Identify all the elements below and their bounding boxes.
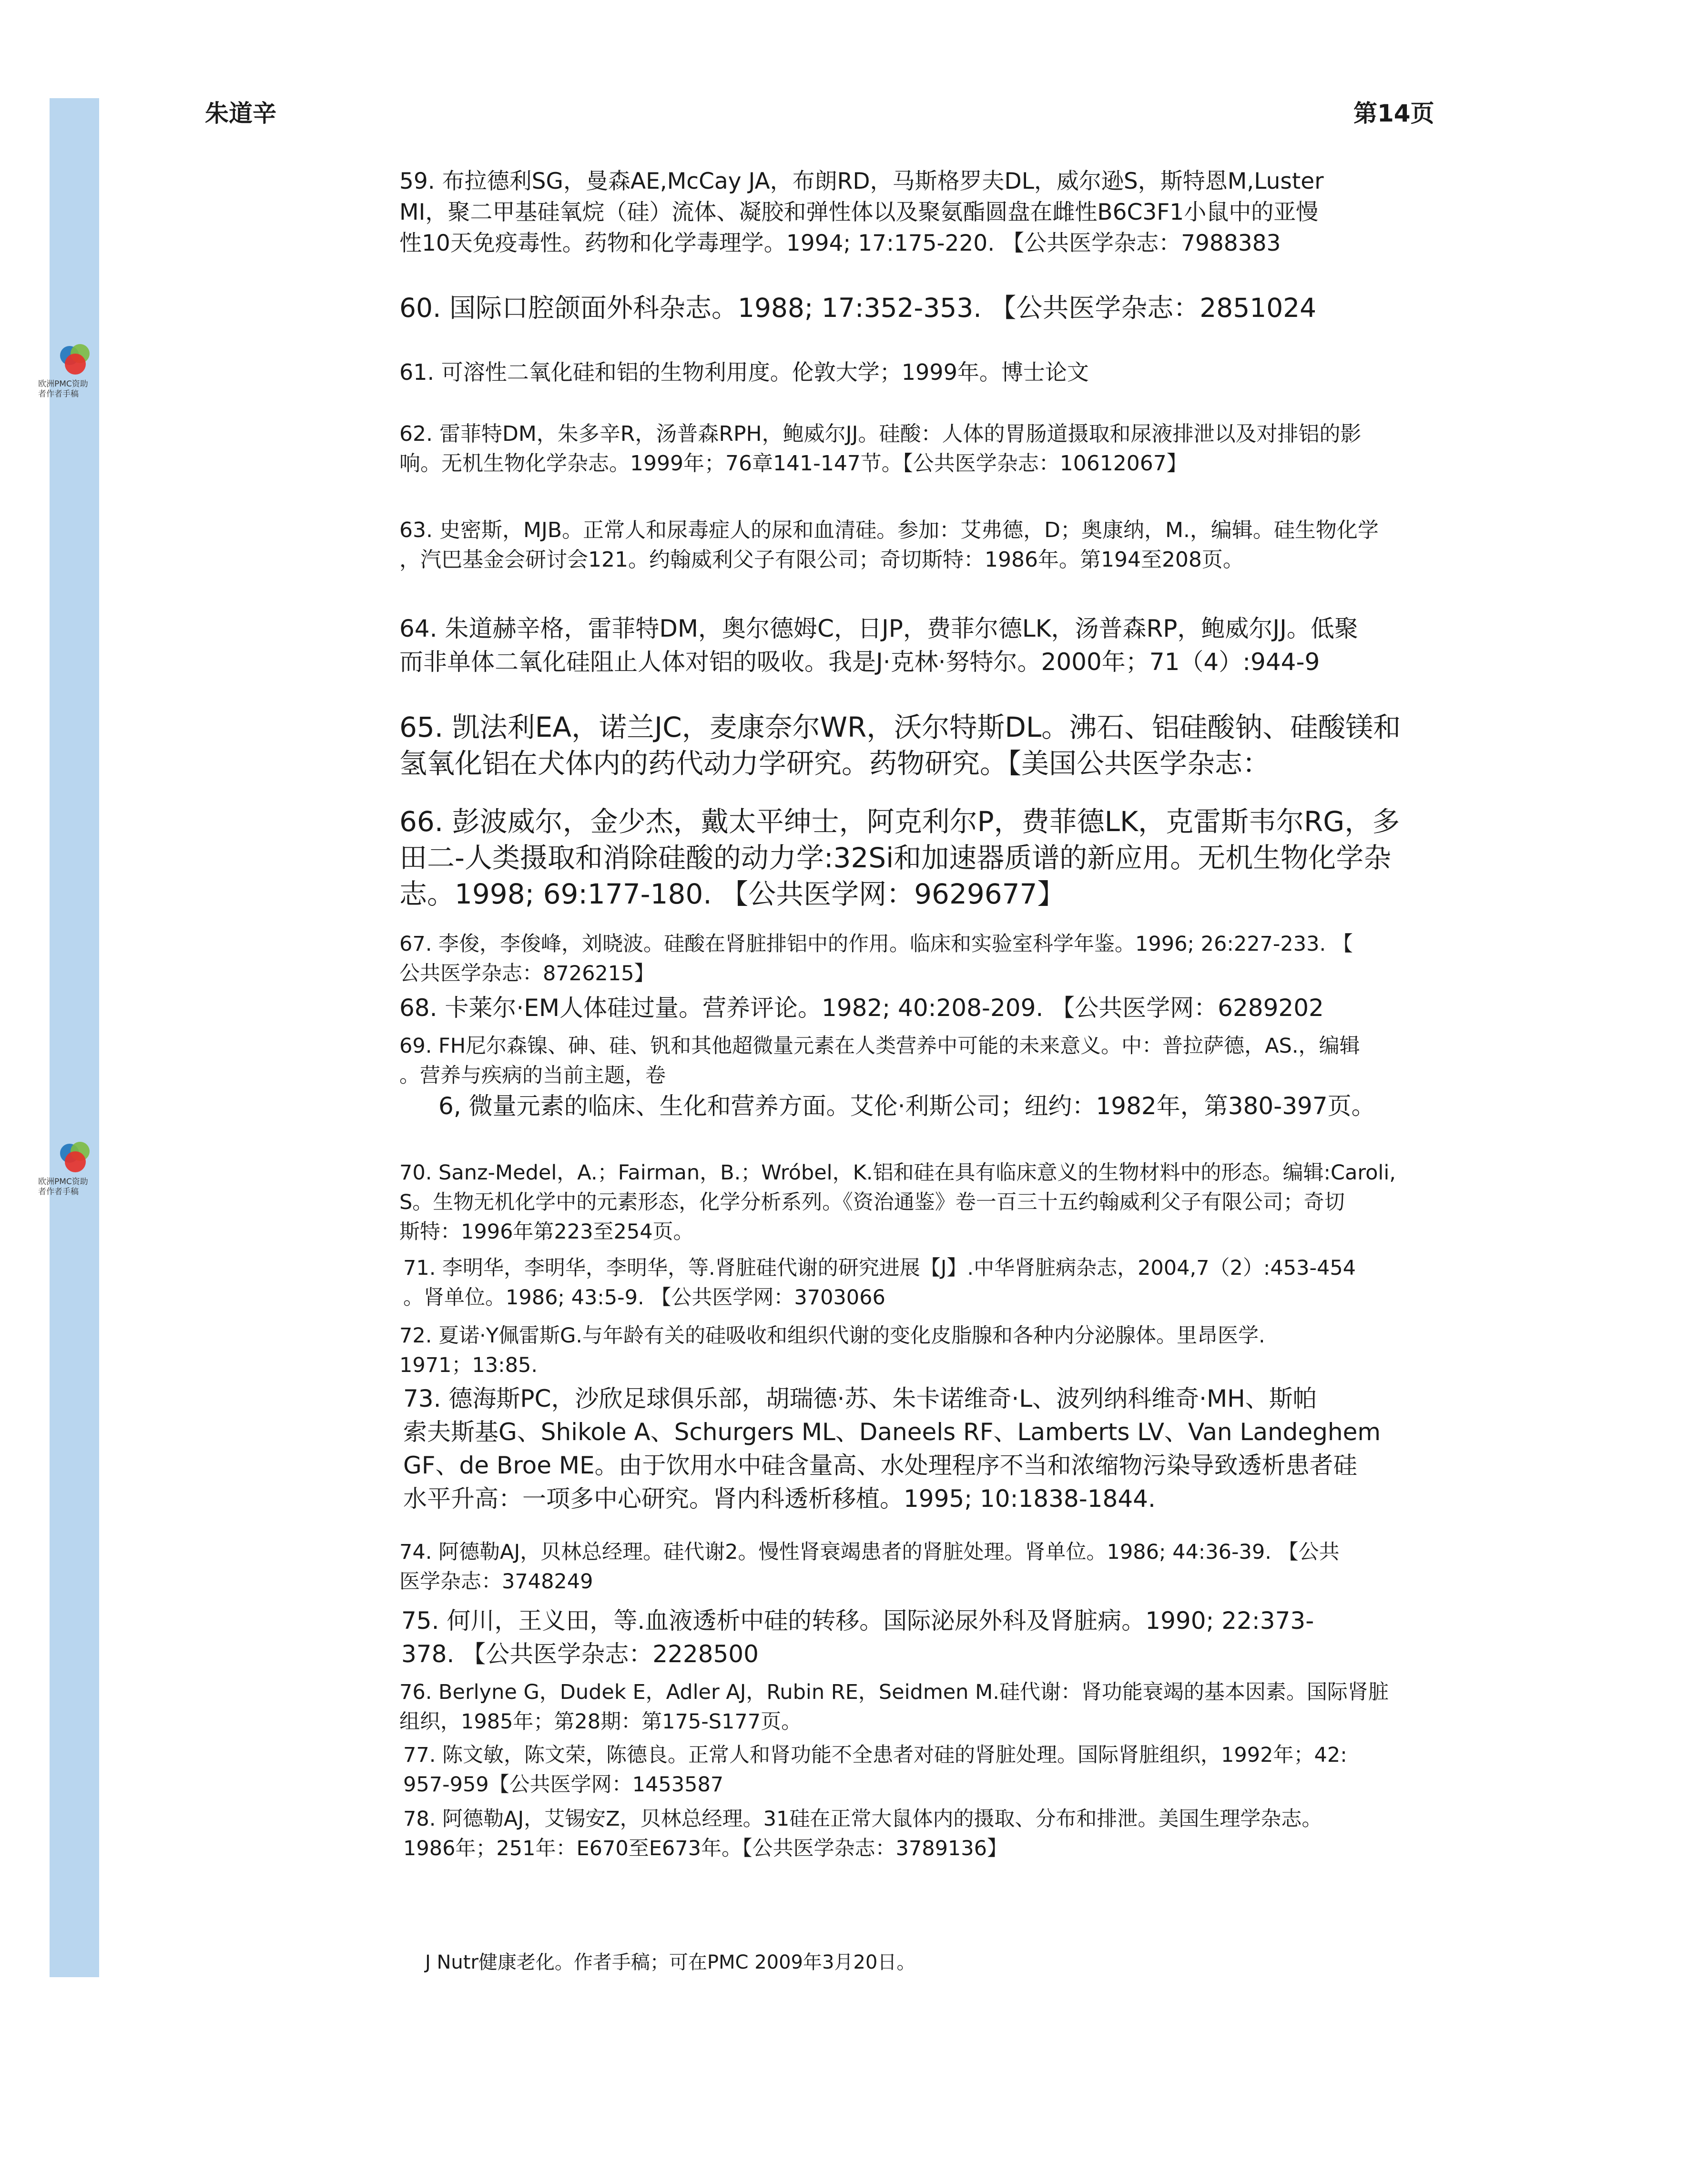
reference-line: 72. 夏诺·Y佩雷斯G.与年龄有关的硅吸收和组织代谢的变化皮脂腺和各种内分泌腺体。里昂医学. <box>399 1324 1265 1348</box>
reference-66 <box>399 803 1434 912</box>
pmc-badge-caption: 欧洲PMC资助者作者手稿 <box>38 1177 88 1197</box>
reference-63 <box>399 516 1434 575</box>
reference-line: 性10天免疫毒性。药物和化学毒理学。1994; 17:175-220. 【公共医学杂志：7988383 <box>399 230 1281 256</box>
reference-line: 水平升高：一项多中心研究。肾内科透析移植。1995; 10:1838-1844. <box>403 1485 1156 1513</box>
reference-59 <box>399 166 1434 259</box>
reference-73 <box>403 1382 1437 1515</box>
reference-line: 74. 阿德勒AJ，贝林总经理。硅代谢2。慢性肾衰竭患者的肾脏处理。肾单位。1986; 44:36-39. 【公共 <box>399 1540 1340 1564</box>
reference-65 <box>399 709 1434 782</box>
reference-69-continuation <box>438 1089 1473 1123</box>
reference-line: 组织，1985年；第28期：第175-S177页。 <box>399 1710 802 1734</box>
reference-line: 。肾单位。1986; 43:5-9. 【公共医学网：3703066 <box>403 1286 885 1310</box>
reference-76 <box>399 1677 1434 1737</box>
reference-77 <box>403 1740 1437 1799</box>
reference-line: 71. 李明华，李明华，李明华，等.肾脏硅代谢的研究进展【J】.中华肾脏病杂志，2004,7（2）:453-454 <box>403 1256 1356 1280</box>
reference-line: 志。1998; 69:177-180. 【公共医学网：9629677】 <box>399 878 1065 910</box>
reference-line: 1986年；251年：E670至E673年。【公共医学杂志：3789136】 <box>403 1837 1007 1860</box>
pmc-logo-icon <box>56 1139 94 1177</box>
reference-line: 64. 朱道赫辛格，雷菲特DM，奥尔德姆C，日JP，费菲尔德LK，汤普森RP，鲍威尔JJ。低聚 <box>399 615 1358 642</box>
reference-74 <box>399 1537 1434 1596</box>
reference-line: S。生物无机化学中的元素形态，化学分析系列。《资治通鉴》卷一百三十五约翰威利父子有限公司；奇切 <box>399 1190 1345 1214</box>
reference-61 <box>399 357 1434 387</box>
reference-line: 索夫斯基G、Shikole A、Schurgers ML、Daneels RF、Lamberts LV、Van Landeghem <box>403 1418 1381 1446</box>
reference-line: 70. Sanz-Medel，A.；Fairman，B.；Wróbel，K.铝和硅在具有临床意义的生物材料中的形态。编辑:Caroli, <box>399 1161 1396 1185</box>
reference-line: 60. 国际口腔颌面外科杂志。1988; 17:352-353. 【公共医学杂志：2851024 <box>399 293 1317 323</box>
reference-75 <box>401 1604 1435 1671</box>
reference-line: 。营养与疾病的当前主题，卷 <box>399 1064 666 1087</box>
reference-line: 59. 布拉德利SG，曼森AE,McCay JA，布朗RD，马斯格罗夫DL，威尔逊S，斯特恩M,Luster <box>399 168 1324 194</box>
reference-line: 76. Berlyne G，Dudek E，Adler AJ，Rubin RE，Seidmen M.硅代谢：肾功能衰竭的基本因素。国际肾脏 <box>399 1680 1389 1704</box>
reference-line: 77. 陈文敏，陈文荣，陈德良。正常人和肾功能不全患者对硅的肾脏处理。国际肾脏组织，1992年；42: <box>403 1743 1347 1767</box>
reference-line: GF、de Broe ME。由于饮用水中硅含量高、水处理程序不当和浓缩物污染导致透析患者硅 <box>403 1452 1357 1479</box>
header-author: 朱道辛 <box>205 100 276 127</box>
reference-line: ，汽巴基金会研讨会121。约翰威利父子有限公司；奇切斯特：1986年。第194至208页。 <box>399 548 1244 572</box>
reference-line: 而非单体二氧化硅阻止人体对铝的吸收。我是J·克林·努特尔。2000年；71（4）:944-9 <box>399 648 1320 676</box>
reference-72 <box>399 1321 1434 1380</box>
reference-line: 公共医学杂志：8726215】 <box>399 962 655 985</box>
reference-line: 67. 李俊，李俊峰，刘晓波。硅酸在肾脏排铝中的作用。临床和实验室科学年鉴。1996; 26:227-233. 【 <box>399 932 1353 956</box>
reference-70 <box>399 1158 1434 1247</box>
pmc-logo-icon <box>56 341 94 379</box>
reference-78 <box>403 1804 1437 1863</box>
reference-line: 73. 德海斯PC，沙欣足球俱乐部，胡瑞德·苏、朱卡诺维奇·L、波列纳科维奇·MH、斯帕 <box>403 1385 1317 1412</box>
reference-line: 68. 卡莱尔·EM人体硅过量。营养评论。1982; 40:208-209. 【公共医学网：6289202 <box>399 994 1324 1022</box>
reference-line: 医学杂志：3748249 <box>399 1570 593 1594</box>
reference-line: 957-959【公共医学网：1453587 <box>403 1773 724 1797</box>
footer-citation: J Nutr健康老化。作者手稿；可在PMC 2009年3月20日。 <box>425 1951 916 1973</box>
reference-line: 61. 可溶性二氧化硅和铝的生物利用度。伦敦大学；1999年。博士论文 <box>399 359 1089 385</box>
reference-line: 65. 凯法利EA，诺兰JC，麦康奈尔WR，沃尔特斯DL。沸石、铝硅酸钠、硅酸镁和 <box>399 711 1401 743</box>
reference-line: 69. FH尼尔森镍、砷、硅、钒和其他超微量元素在人类营养中可能的未来意义。中：普拉萨德，AS.，编辑 <box>399 1034 1360 1058</box>
reference-line: 氢氧化铝在犬体内的药代动力学研究。药物研究。【美国公共医学杂志： <box>399 747 1271 780</box>
reference-line: 斯特：1996年第223至254页。 <box>399 1220 694 1244</box>
reference-line: 66. 彭波威尔，金少杰，戴太平绅士，阿克利尔P，费菲德LK，克雷斯韦尔RG，多 <box>399 805 1400 838</box>
reference-68 <box>399 991 1434 1025</box>
reference-line: 75. 何川，王义田，等.血液透析中硅的转移。国际泌尿外科及肾脏病。1990; 22:373- <box>401 1607 1314 1635</box>
reference-line: 6, 微量元素的临床、生化和营养方面。艾伦·利斯公司；纽约：1982年，第380-397页。 <box>438 1092 1375 1120</box>
pmc-badge-caption: 欧洲PMC资助者作者手稿 <box>38 379 88 399</box>
header-page-number: 第14页 <box>1353 100 1434 127</box>
reference-64 <box>399 612 1434 679</box>
reference-line: 378. 【公共医学杂志：2228500 <box>401 1640 759 1668</box>
reference-line: MI，聚二甲基硅氧烷（硅）流体、凝胶和弹性体以及聚氨酯圆盘在雌性B6C3F1小鼠中的亚慢 <box>399 199 1319 225</box>
reference-62 <box>399 419 1434 478</box>
reference-line: 62. 雷菲特DM，朱多辛R，汤普森RPH，鲍威尔JJ。硅酸：人体的胃肠道摄取和尿液排泄以及对排铝的影 <box>399 422 1362 446</box>
reference-69 <box>399 1031 1434 1090</box>
reference-line: 63. 史密斯，MJB。正常人和尿毒症人的尿和血清硅。参加：艾弗德，D；奥康纳，M.，编辑。硅生物化学 <box>399 518 1379 542</box>
reference-line: 田二-人类摄取和消除硅酸的动力学:32Si和加速器质谱的新应用。无机生物化学杂 <box>399 842 1392 874</box>
reference-67 <box>399 929 1434 988</box>
reference-line: 1971；13:85. <box>399 1353 538 1377</box>
reference-line: 78. 阿德勒AJ，艾锡安Z，贝林总经理。31硅在正常大鼠体内的摄取、分布和排泄。美国生理学杂志。 <box>403 1807 1322 1831</box>
reference-71 <box>403 1253 1437 1312</box>
reference-line: 响。无机生物化学杂志。1999年；76章141-147节。【公共医学杂志：10612067】 <box>399 451 1188 476</box>
reference-60 <box>399 290 1434 326</box>
